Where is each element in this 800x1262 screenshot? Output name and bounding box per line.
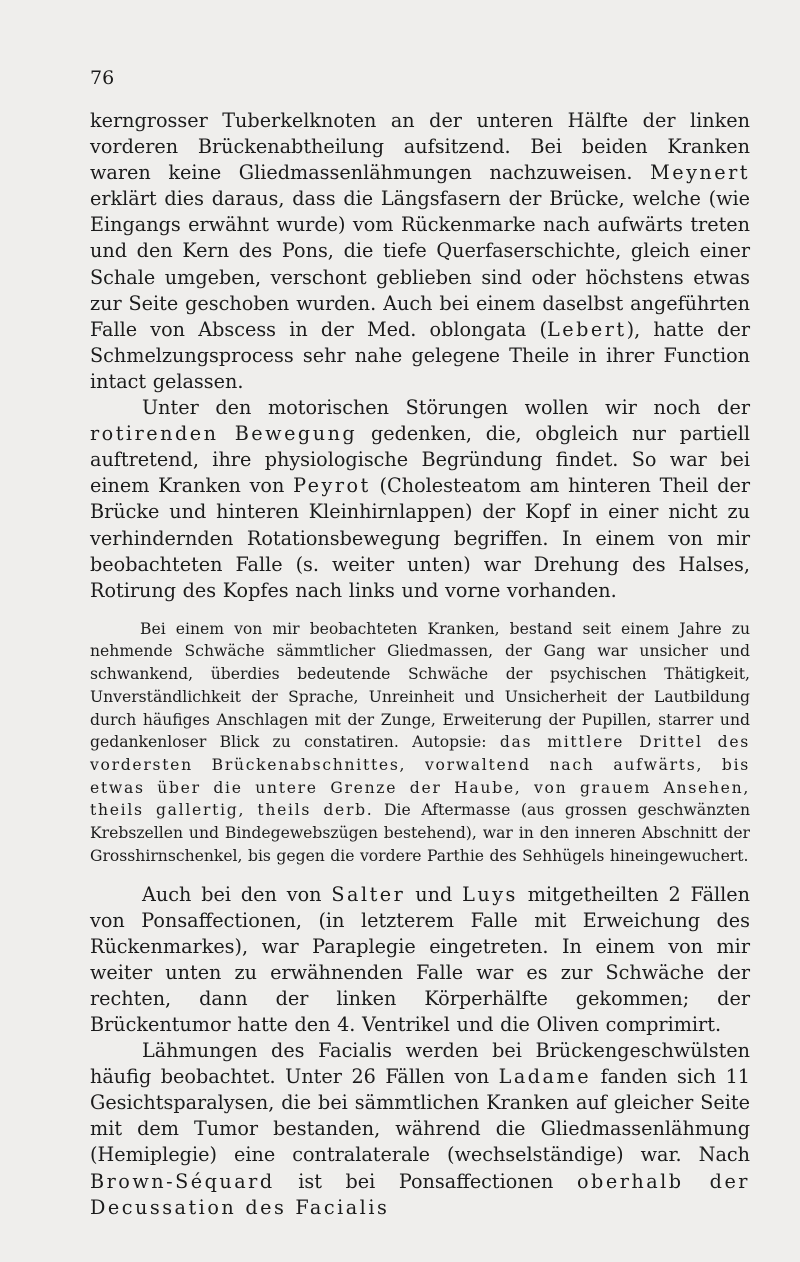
emphasized-text: Brown-Séquard — [90, 1169, 275, 1193]
text-segment: Die Aftermasse (aus grossen geschwänzten Krebszellen und Bindegewebszügen bestehend), war in den inneren Abschnitt der Grosshirnschenkel, bis gegen die vordere Parthie des Sehhügels hineingewuchert. — [90, 801, 750, 865]
text-segment: erklärt dies daraus, dass die Längsfasern der Brücke, welche (wie Eingangs erwähnt wurde) vom Rückenmarke nach aufwärts treten und den Kern des Pons, die tiefe Querfaserschichte, gleich einer Schale umgeben, verschont geblieben sind oder höchstens etwas zur Seite geschoben wurden. Auch bei einem daselbst angeführten Falle von Abscess in der Med. oblongata ( — [90, 187, 750, 341]
text-segment: mitgetheilten 2 Fällen von Ponsaffectionen, (in letzterem Falle mit Erweichung des Rückenmarkes), war Paraplegie eingetreten. In einem von mir weiter unten zu erwähnenden Falle war es zur Schwäche der rechten, dann der linken Körperhälfte gekommen; der Brückentumor hatte den 4. Ventrikel und die Oliven comprimirt. — [90, 882, 750, 1036]
text-segment: ist bei Ponsaffectionen — [274, 1169, 577, 1193]
text-segment: und — [405, 882, 463, 906]
emphasized-text: Salter — [331, 882, 406, 906]
text-segment: Bei einem von mir beobachteten Kranken, bestand seit einem Jahre zu nehmende Schwäche sämmtlicher Gliedmassen, der Gang war unsicher und schwankend, überdies bedeutende Schwäche der psychischen Thätigkeit, Unverständlichkeit der Sprache, Unreinheit und Unsicherheit der Lautbildung durch häufiges Anschlagen mit der Zunge, Erweiterung der Pupillen, starrer und gedankenloser Blick zu constatiren. Autopsie: — [90, 619, 750, 752]
emphasized-text: Meynert — [650, 161, 750, 185]
emphasized-text: Ladame — [498, 1065, 592, 1089]
text-segment: ), hatte der Schmelzungsprocess sehr nahe gelegene Theile in ihrer Function intact gelassen. — [90, 317, 750, 393]
paragraph — [90, 395, 750, 604]
body-text — [90, 108, 750, 1221]
text-segment: gedenken, die, obgleich nur partiell auftretend, ihre physiologische Begründung findet. So war bei einem Kranken von — [90, 422, 750, 498]
paragraph — [90, 108, 750, 395]
case-report-note — [90, 618, 750, 868]
text-segment: (Cholesteatom am hinteren Theil der Brücke und hinteren Kleinhirnlappen) der Kopf in einer nicht zu verhindernden Rotationsbewegung begriffen. In einem von mir beobachteten Falle (s. weiter unten) war Drehung des Halses, Rotirung des Kopfes nach links und vorne vorhanden. — [90, 474, 751, 602]
text-segment: kerngrosser Tuberkelknoten an der unteren Hälfte der linken vorderen Brückenabtheilung aufsitzend. Bei beiden Kranken waren keine Gliedmassenlähmungen nachzuweisen. — [90, 109, 750, 185]
emphasized-text: oberhalb der Decussation des Facialis — [90, 1169, 750, 1219]
page-number: 76 — [90, 67, 115, 89]
text-segment: Lähmungen des Facialis werden bei Brückengeschwülsten häufig beobachtet. Unter 26 Fällen von — [90, 1039, 750, 1089]
text-segment: Unter den motorischen Störungen wollen wir noch der — [142, 396, 750, 420]
paragraph — [90, 1038, 750, 1221]
emphasized-text: das mittlere Drittel des vordersten Brückenabschnittes, vorwaltend nach aufwärts, bis etwas über die untere Grenze der Haube, von grauem Ansehen, theils gallertig, theils derb. — [90, 733, 750, 820]
emphasized-text: Peyrot — [293, 474, 371, 498]
emphasized-text: rotirenden Bewegung — [90, 422, 358, 446]
text-segment: Auch bei den von — [142, 882, 332, 906]
paragraph — [90, 882, 750, 1039]
emphasized-text: Luys — [462, 882, 518, 906]
small-paragraph — [90, 618, 750, 868]
emphasized-text: Lebert — [546, 317, 627, 341]
text-segment: fanden sich 11 Gesichtsparalysen, die bei sämmtlichen Kranken auf gleicher Seite mit dem Tumor bestanden, während die Gliedmassenlähmung (Hemiplegie) eine contralaterale (wechselständige) war. Nach — [90, 1065, 750, 1167]
